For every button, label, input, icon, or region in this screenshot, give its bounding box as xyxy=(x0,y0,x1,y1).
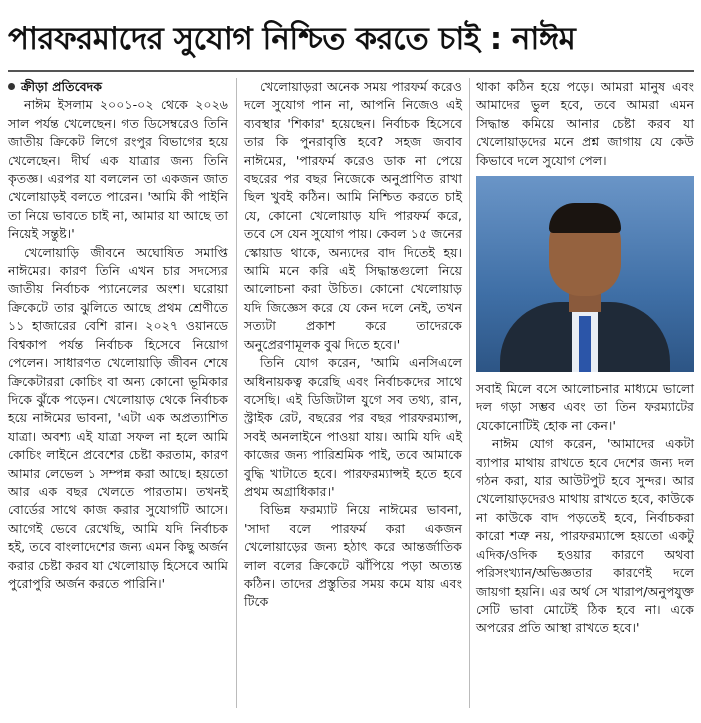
column-divider xyxy=(469,78,470,708)
photo-tie xyxy=(579,316,591,372)
bullet-icon xyxy=(8,83,15,90)
paragraph: নাঈম ইসলাম ২০০১-০২ থেকে ২০২৬ সাল পর্যন্ত খেলেছেন। গত ডিসেম্বরেও তিনি জাতীয় ক্রিকেট লিগে রংপুর বিভাগের হয়ে খেলেছেন। দীর্ঘ এক যাত্রার জন্য তিনি কৃতজ্ঞ। এরপর যা বললেন তা একজন জাত খেলোয়াড়ই বলতে পারেন। 'আমি কী পাইনি তা নিয়ে ভাবতে চাই না, আমার যা আছে তা নিয়েই সন্তুষ্ট।' xyxy=(8,97,228,242)
column-2 xyxy=(244,78,462,612)
paragraph: থাকা কঠিন হয়ে পড়ে। আমরা মানুষ এবং আমাদের ভুল হবে, তবে আমরা এমন সিদ্ধান্ত কমিয়ে আনার চেষ্টা করব যা খেলোয়াড়দের মনে প্রশ্ন জাগায় যে কেউ কিভাবে দলে সুযোগ পেল। xyxy=(476,79,694,168)
paragraph: তিনি যোগ করেন, 'আমি এনসিএলে অধিনায়কত্ব করেছি এবং নির্বাচকদের সাথে বসেছি। এই ডিজিটাল যুগে সব তথ্য, রান, স্ট্রাইক রেট, বছরের পর বছর পারফরম্যান্স, সবই অনলাইনে পাওয়া যায়। আমি যদি এই কাজের জন্য পারিশ্রমিক পাই, তবে আমাকে বুদ্ধি খাটাতে হবে। পারফরম্যান্সই হতে হবে প্রথম অগ্রাধিকার।' xyxy=(244,355,462,499)
portrait-photo xyxy=(476,176,694,372)
byline-text: ক্রীড়া প্রতিবেদক xyxy=(21,79,103,94)
paragraph: খেলোয়াড়রা অনেক সময় পারফর্ম করেও দলে সুযোগ পান না, আপনি নিজেও এই ব্যবস্থার 'শিকার' হয়েছেন। নির্বাচক হিসেবে তার কি পুনরাবৃত্তি হবে? সহজ জবাব নাঈমের, 'পারফর্ম করেও ডাক না পেয়ে বছরের পর বছর নিজেকে অনুপ্রাণিত রাখা ছিল খুবই কঠিন। আমি নিশ্চিত করতে চাই যে, কোনো খেলোয়াড় যদি পারফর্ম করে, তবে সে যেন সুযোগ পায়। কেবল ১৫ জনের স্কোয়াড থাকে, অন্যদের বাদ দিতেই হয়। আমি মনে করি এই সিদ্ধান্তগুলো নিয়ে আলোচনা করা উচিত। কোনো খেলোয়াড় যদি জিজ্ঞেস করে যে কেন দলে নেই, তখন সত্যটা প্রকাশ করে তাদেরকে অনুপ্রেরণামূলক বুঝ দিতে হবে।' xyxy=(244,79,462,352)
paragraph: সবাই মিলে বসে আলোচনার মাধ্যমে ভালো দল গড়া সম্ভব এবং তা তিন ফরম্যাটের যেকোনোটিই হোক না কেন।' xyxy=(476,381,694,433)
byline xyxy=(8,78,228,96)
paragraph: খেলোয়াড়ি জীবনে অঘোষিত সমাপ্তি নাঈমের। কারণ তিনি এখন চার সদস্যের জাতীয় নির্বাচক প্যানেলের অংশ। ঘরোয়া ক্রিকেটে তার ঝুলিতে আছে প্রথম শ্রেণীতে ১১ হাজারের বেশি রান। ২০২৭ ওয়ানডে বিশ্বকাপ পর্যন্ত নির্বাচক হিসেবে নিয়োগ পেলেন। সাধারণত খেলোয়াড়ি জীবন শেষে ক্রিকেটাররা কোচিং বা অন্য কোনো ভূমিকার দিকে ঝুঁকে পড়েন। খেলোয়াড় থেকে নির্বাচক হয়ে নাঈমের ভাবনা, 'এটা এক অপ্রত্যাশিত যাত্রা। অবশ্য এই যাত্রা সফল না হলে আমি কোচিং লাইনে প্রবেশের চেষ্টা করতাম, কারণ আমার লেভেল ১ সম্পন্ন করা আছে। হয়তো আর এক বছর খেলতে পারতাম। তখনই বোর্ডের সাথে কাজ করার সুযোগটি আসে। আগেই ভেবে রেখেছি, আমি যদি নির্বাচক হই, তবে বাংলাদেশের জন্য এমন কিছু অর্জন করার চেষ্টা করব যা খেলোয়াড় হিসেবে আমি পুরোপুরি অর্জন করতে পারিনি।' xyxy=(8,244,228,591)
column-3 xyxy=(476,78,694,638)
photo-hair xyxy=(549,203,621,233)
column-1 xyxy=(8,78,228,593)
paragraph: নাঈম যোগ করেন, 'আমাদের একটা ব্যাপার মাথায় রাখতে হবে দেশের জন্য দল গঠন করা, যার আউটপুট হবে সুন্দর। আর খেলোয়াড়দেরও মাথায় রাখতে হবে, কাউকে না কাউকে বাদ পড়তেই হবে, নির্বাচকরা কারো শত্রু নয়, পারফরম্যান্সে হয়তো একটু এদিক/ওদিক হওয়ার কারণে অথবা পরিসংখ্যান/অভিজ্ঞতার কারণেই দলে জায়গা হয়নি। এর অর্থ সে খারাপ/অনুপযুক্ত সেটি ভাবা মোটেই ঠিক হবে না। একে অপরের প্রতি আস্থা রাখতে হবে।' xyxy=(476,436,694,636)
column-divider xyxy=(236,78,237,708)
headline: পারফরমাদের সুযোগ নিশ্চিত করতে চাই : নাঈম xyxy=(8,21,576,57)
paragraph: বিভিন্ন ফরম্যাট নিয়ে নাঈমের ভাবনা, 'সাদা বলে পারফর্ম করা একজন খেলোয়াড়ের জন্য হঠাৎ করে আন্তর্জাতিক লাল বলের ক্রিকেটে ঝাঁপিয়ে পড়া অত্যন্ত কঠিন। তাদের প্রস্তুতির সময় কমে যায় এবং টিকে xyxy=(244,502,462,610)
headline-rule xyxy=(8,70,694,72)
